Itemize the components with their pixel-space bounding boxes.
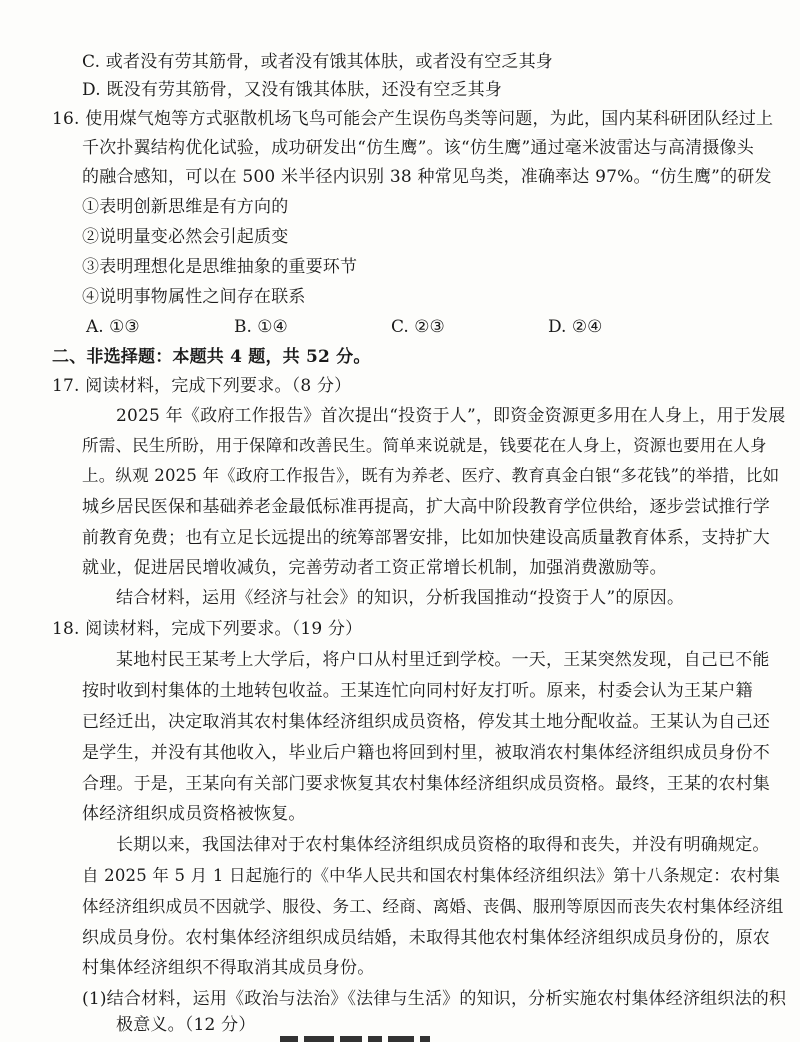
q18-material-b-line1: 长期以来，我国法律对于农村集体经济组织成员资格的取得和丧失，并没有明确规定。 [116,835,770,855]
q18-sub1-line2: 极意义。（12 分） [116,1015,256,1035]
q16-stem-line2: 千次扑翼结构优化试验，成功研发出“仿生鹰”。该“仿生鹰”通过毫米波雷达与高清摄像头 [82,138,754,158]
q18-material-a-line4: 是学生，并没有其他收入，毕业后户籍也将回到村里，被取消农村集体经济组织成员身份不 [82,743,770,763]
q18-material-a-line2: 按时收到村集体的土地转包收益。王某连忙向同村好友打听。原来，村委会认为王某户籍 [82,681,753,701]
q17-material-line2: 所需、民生所盼，用于保障和改善民生。简单来说就是，钱要花在人身上，资源也要用在人身 [82,436,767,455]
q15-option-c: C. 或者没有劳其筋骨，或者没有饿其体肤，或者没有空乏其身 [82,52,554,72]
q16-option-b: B. ①④ [234,317,288,337]
q17-material-line4: 城乡居民医保和基础养老金最低标准再提高，扩大高中阶段教育学位供给，逐步尝试推行学 [82,497,770,517]
q16-stem-line1: 16. 使用煤气炮等方式驱散机场飞鸟可能会产生误伤鸟类等问题，为此，国内某科研团队经过上 [52,109,774,129]
q15-option-d: D. 既没有劳其筋骨，又没有饿其体肤，还没有空乏其身 [82,80,503,100]
q18-material-a-line3: 已经迁出，决定取消其农村集体经济组织成员资格，停发其土地分配收益。王某认为自己还 [82,712,770,732]
q18-material-a-line1: 某地村民王某考上大学后，将户口从村里迁到学校。一天，王某突然发现，自己已不能 [116,650,770,670]
q16-option-a: A. ①③ [86,317,140,337]
q16-option-c: C. ②③ [391,317,445,337]
q16-item-1: ①表明创新思维是有方向的 [82,197,289,217]
q17-material-line1: 2025 年《政府工作报告》首次提出“投资于人”，即资金资源更多用在人身上，用于发展 [116,406,786,426]
footer-cutoff-marks [280,1030,520,1042]
q18-sub1-line1: (1)结合材料，运用《政治与法治》《法律与生活》的知识，分析实施农村集体经济组织法的积 [82,989,787,1009]
section-heading: 二、非选择题：本题共 4 题，共 52 分。 [52,347,371,367]
q16-stem-line3: 的融合感知，可以在 500 米半径内识别 38 种常见鸟类，准确率达 97%。“仿生鹰”的研发 [82,167,772,187]
q16-item-2: ②说明量变必然会引起质变 [82,227,289,247]
q16-item-3: ③表明理想化是思维抽象的重要环节 [82,257,358,277]
q17-task: 结合材料，运用《经济与社会》的知识，分析我国推动“投资于人”的原因。 [116,588,685,608]
q18-material-b-line3: 体经济组织成员不因就学、服役、务工、经商、离婚、丧偶、服刑等原因而丧失农村集体经济组 [82,897,784,916]
q17-material-line3: 上。纵观 2025 年《政府工作报告》，既有为养老、医疗、教育真金白银“多花钱”的举措，比如 [82,466,780,485]
q18-material-b-line5: 村集体经济组织不得取消其成员身份。 [82,958,375,978]
q18-material-a-line6: 体经济组织成员资格被恢复。 [82,804,306,824]
q18-material-b-line2: 自 2025 年 5 月 1 日起施行的《中华人民共和国农村集体经济组织法》第十八条规定：农村集 [82,866,781,885]
q16-option-d: D. ②④ [548,317,603,337]
q18-material-b-line4: 织成员身份。农村集体经济组织成员结婚，未取得其他农村集体经济组织成员身份的，原农 [82,928,770,948]
q17-material-line5: 前教育免费；也有立足长远提出的统筹部署安排，比如加快建设高质量教育体系，支持扩大 [82,528,770,548]
q18-title: 18. 阅读材料，完成下列要求。（19 分） [52,619,363,639]
q16-item-4: ④说明事物属性之间存在联系 [82,287,306,307]
q18-material-a-line5: 合理。于是，王某向有关部门要求恢复其农村集体经济组织成员资格。最终，王某的农村集 [82,774,770,794]
q17-title: 17. 阅读材料，完成下列要求。（8 分） [52,376,352,396]
q17-material-line6: 就业，促进居民增收减负，完善劳动者工资正常增长机制，加强消费激励等。 [82,558,667,578]
